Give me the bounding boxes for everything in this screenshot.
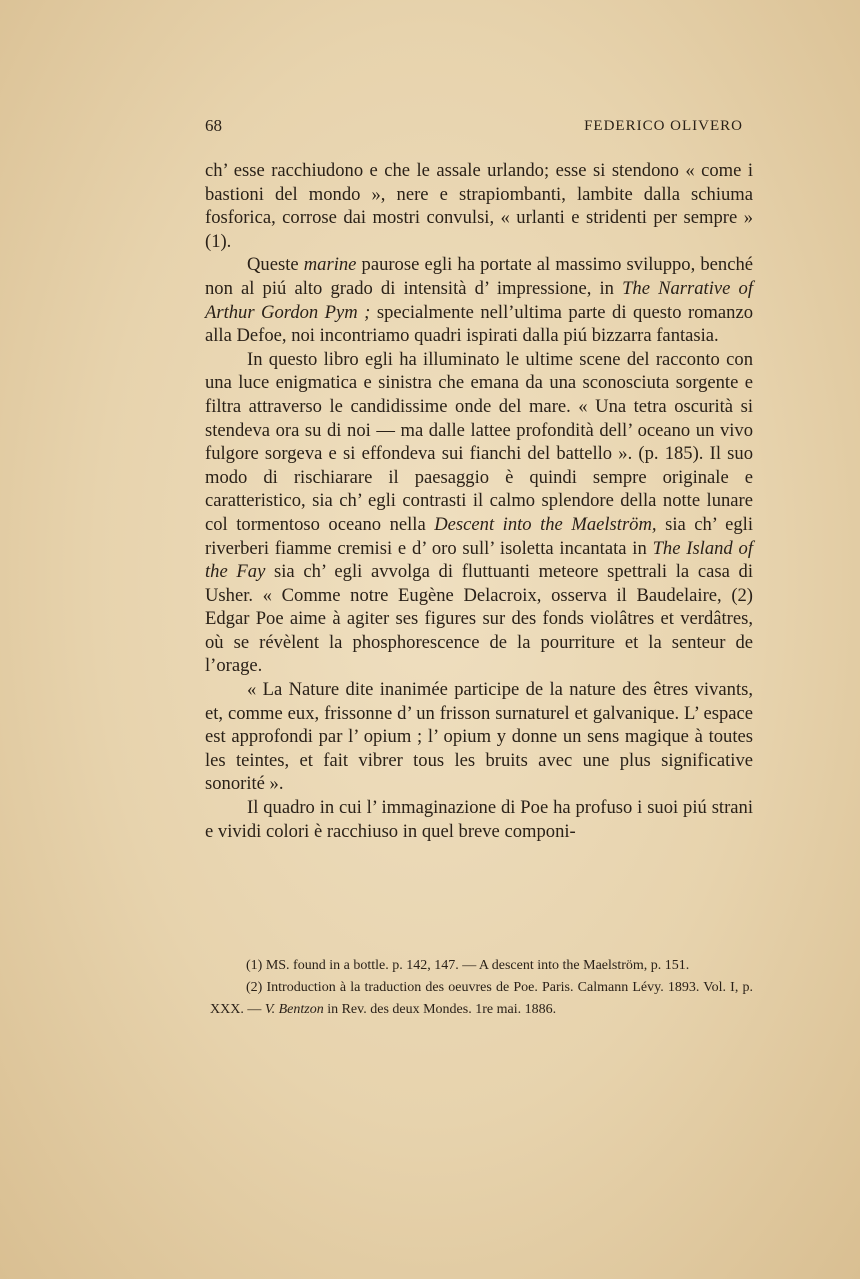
body-text — [205, 159, 753, 843]
page-header — [205, 116, 743, 142]
page-number: 68 — [205, 116, 222, 135]
footnotes — [210, 955, 753, 1021]
paragraph-4: « La Nature dite inanimée participe de la nature des êtres vivants, et, comme eux, frissonne d’ un frisson surnaturel et galvanique. L’ espace est approfondi par l’ opium ; l’ opium y donne un sens magique à toutes les teintes, et fait vibrer tous les bruits avec une plus significative sonorité ». — [205, 679, 753, 795]
paragraph-3: In questo libro egli ha illuminato le ultime scene del racconto con una luce enigmatica e sinistra che emana da una sconosciuta sorgente e filtra attraverso le candidissime onde del mare. « Una tetra oscurità si stendeva ora su di noi — ma dalle lattee profondità dell’ oceano un vivo fulgore sorgeva e si effondeva sui fianchi del battello ». (p. 185). Il suo modo di rischiarare il paesaggio è quindi sempre originale e caratteristico, sia ch’ egli contrasti il calmo splendore della notte lunare col tormentoso oceano nella Descent into the Maelström, sia ch’ egli riverberi fiamme cremisi e d’ oro sull’ isoletta incantata in The Island of the Fay sia ch’ egli avvolga di fluttuanti meteore spettrali la casa di Usher. « Comme notre Eugène Delacroix, osserva il Baudelaire, (2) Edgar Poe aime à agiter ses figures sur des fonds violâtres et verdâtres, où se révèlent la phosphorescence de la pourriture et la senteur de l’orage. — [205, 348, 754, 677]
paragraph-2: Queste marine paurose egli ha portate al massimo sviluppo, benché non al piú alto grado di intensità d’ impressione, in The Narrative of Arthur Gordon Pym ; specialmente nell’ultima parte di questo romanzo alla Defoe, noi incontriamo quadri ispirati dalla piú bizzarra fantasia. — [205, 254, 753, 347]
footnote-1: (1) MS. found in a bottle. p. 142, 147. — A descent into the Maelström, p. 151. — [246, 958, 690, 973]
running-head: FEDERICO OLIVERO — [584, 118, 743, 134]
footnote-2: (2) Introduction à la traduction des oeuvres de Poe. Paris. Calmann Lévy. 1893. Vol. I, p. XXX. — V. Bentzon in Rev. des deux Mondes. 1re mai. 1886. — [210, 980, 753, 1017]
paragraph-1: ch’ esse racchiudono e che le assale urlando; esse si stendono « come i bastioni del mondo », nere e strapiombanti, lambite dalla schiuma fosforica, corrose dai mostri convulsi, « urlanti e stridenti per sempre » (1). — [205, 160, 753, 252]
paragraph-5: Il quadro in cui l’ immaginazione di Poe ha profuso i suoi piú strani e vividi colori è racchiuso in quel breve componi- — [205, 797, 753, 842]
